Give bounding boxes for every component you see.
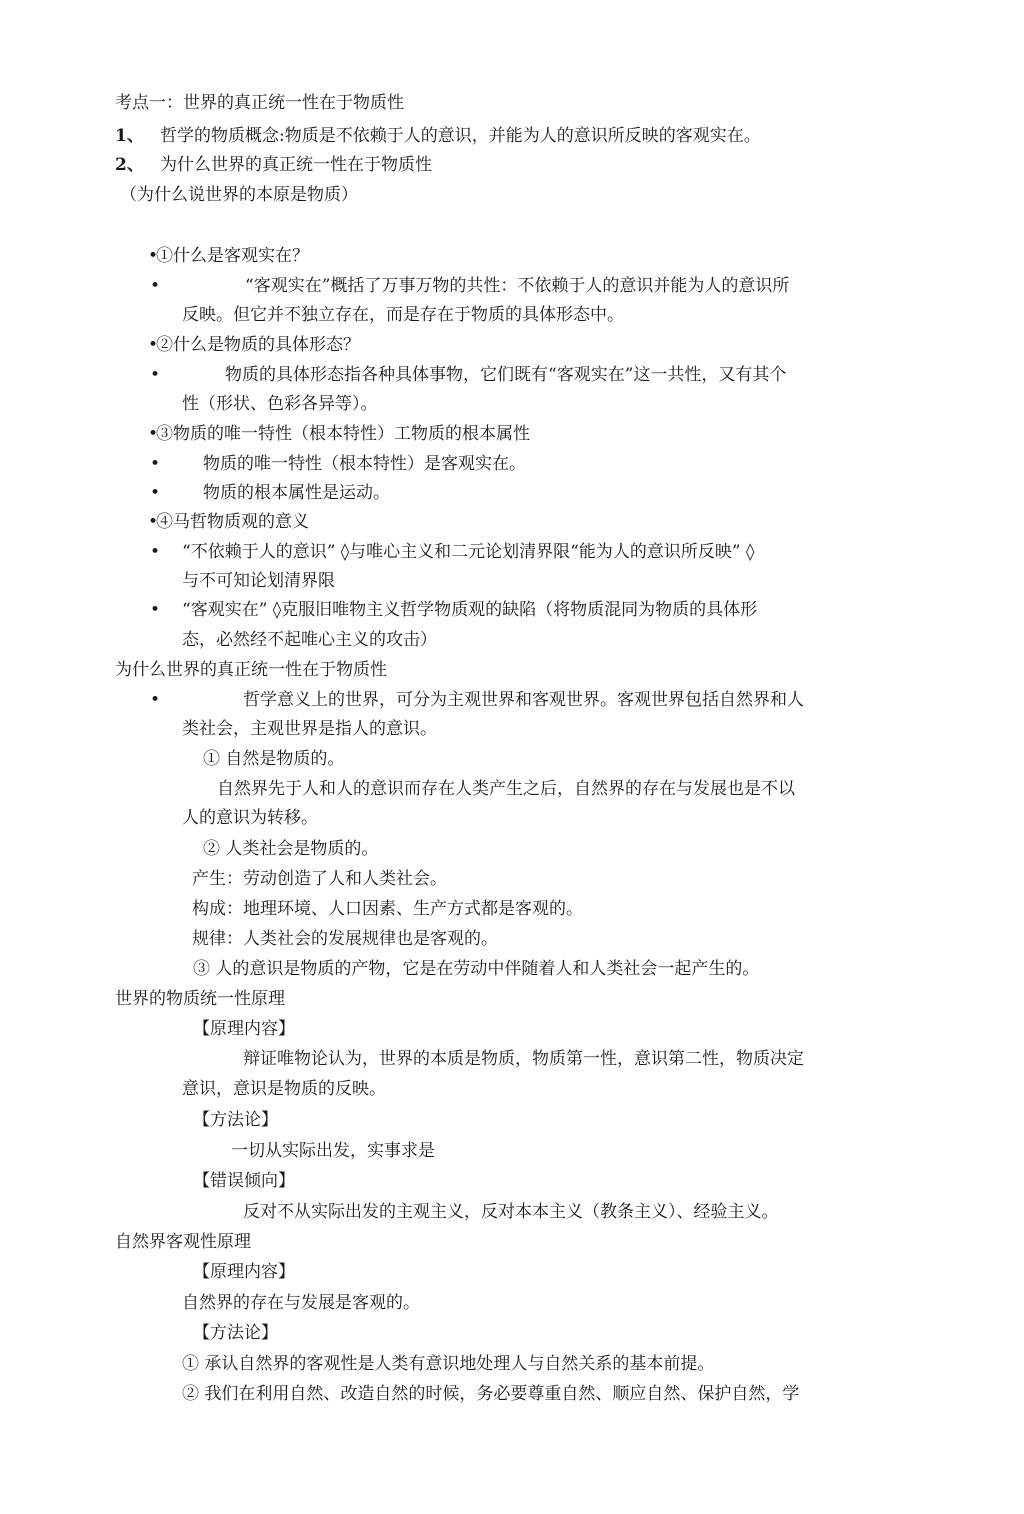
item-number-1: 1、 <box>115 126 144 146</box>
society-composition: 构成：地理环境、人口因素、生产方式都是客观的。 <box>192 899 583 919</box>
question-2: ②什么是物质的具体形态？ <box>156 335 360 355</box>
principle-2-method-1: ① 承认自然界的客观性是人类有意识地处理人与自然关系的基本前提。 <box>182 1354 715 1374</box>
bullet-icon: • <box>150 454 161 474</box>
question-4-answer-1-line-2: 与不可知论划清界限 <box>182 571 335 591</box>
bullet-icon: • <box>148 512 159 532</box>
section-heading-why: 为什么世界的真正统一性在于物质性 <box>115 660 387 680</box>
principle-1-content-line-2: 意识，意识是物质的反映。 <box>182 1079 386 1099</box>
principle-2-content: 自然界的存在与发展是客观的。 <box>182 1293 420 1313</box>
principle-2-method-label: 【方法论】 <box>193 1323 278 1343</box>
principle-1-content-label: 【原理内容】 <box>193 1019 295 1039</box>
why-line-1: 哲学意义上的世界，可分为主观世界和客观世界。客观世界包括自然界和人 <box>243 690 804 710</box>
society-point: ② 人类社会是物质的。 <box>203 839 379 859</box>
bullet-icon: • <box>150 483 161 503</box>
question-3-answer-2: 物质的根本属性是运动。 <box>203 483 390 503</box>
question-1-answer-line-1: “客观实在”概括了万事万物的共性：不依赖于人的意识并能为人的意识所 <box>245 276 790 296</box>
question-4-answer-2-line-1: “客观实在” ◊克服旧唯物主义哲学物质观的缺陷（将物质混同为物质的具体形 <box>182 600 758 620</box>
principle-2-title: 自然界客观性原理 <box>115 1232 251 1252</box>
principle-1-error: 反对不从实际出发的主观主义，反对本本主义（教条主义）、经验主义。 <box>243 1202 779 1222</box>
principle-1-title: 世界的物质统一性原理 <box>115 989 285 1009</box>
principle-1-method-label: 【方法论】 <box>193 1110 278 1130</box>
principle-1-content-line-1: 辩证唯物论认为，世界的本质是物质，物质第一性，意识第二性，物质决定 <box>243 1049 804 1069</box>
society-law: 规律：人类社会的发展规律也是客观的。 <box>192 929 498 949</box>
question-3: ③物质的唯一特性（根本特性）工物质的根本属性 <box>156 424 530 444</box>
bullet-icon: • <box>150 600 161 620</box>
bullet-icon: • <box>150 542 161 562</box>
bullet-icon: • <box>150 276 161 296</box>
bullet-icon: • <box>150 690 161 710</box>
consciousness-point: ③ 人的意识是物质的产物，它是在劳动中伴随着人和人类社会一起产生的。 <box>193 959 760 979</box>
question-1-answer-line-2: 反映。但它并不独立存在，而是存在于物质的具体形态中。 <box>182 305 624 325</box>
nature-point: ① 自然是物质的。 <box>203 749 345 769</box>
question-4: ④马哲物质观的意义 <box>156 512 309 532</box>
why-line-2: 类社会，主观世界是指人的意识。 <box>182 719 437 739</box>
nature-line-2: 人的意识为转移。 <box>182 808 318 828</box>
question-1: ①什么是客观实在？ <box>156 246 309 266</box>
question-4-answer-1-line-1: “不依赖于人的意识” ◊与唯心主义和二元论划清界限“能为人的意识所反映” ◊ <box>182 542 755 562</box>
bullet-icon: • <box>148 246 159 266</box>
subheading: （为什么说世界的本原是物质） <box>120 185 358 205</box>
question-3-answer-1: 物质的唯一特性（根本特性）是客观实在。 <box>203 454 526 474</box>
bullet-icon: • <box>148 424 159 444</box>
society-origin: 产生：劳动创造了人和人类社会。 <box>192 869 447 889</box>
item-text-2: 为什么世界的真正统一性在于物质性 <box>160 155 432 175</box>
principle-1-error-label: 【错误倾向】 <box>193 1171 295 1191</box>
page-heading: 考点一：世界的真正统一性在于物质性 <box>115 93 404 113</box>
item-number-2: 2、 <box>115 155 144 175</box>
question-2-answer-line-2: 性（形状、色彩各异等）。 <box>182 394 378 414</box>
nature-line-1: 自然界先于人和人的意识而存在人类产生之后，自然界的存在与发展也是不以 <box>217 779 795 799</box>
principle-2-method-2: ② 我们在利用自然、改造自然的时候，务必要尊重自然、顺应自然、保护自然，学 <box>182 1384 800 1404</box>
question-4-answer-2-line-2: 态，必然经不起唯心主义的攻击） <box>182 630 437 650</box>
question-2-answer-line-1: 物质的具体形态指各种具体事物，它们既有“客观实在”这一共性，又有其个 <box>225 365 787 385</box>
principle-2-content-label: 【原理内容】 <box>193 1262 295 1282</box>
item-text-1: 哲学的物质概念:物质是不依赖于人的意识，并能为人的意识所反映的客观实在。 <box>160 126 761 146</box>
bullet-icon: • <box>150 365 161 385</box>
bullet-icon: • <box>148 335 159 355</box>
principle-1-method: 一切从实际出发，实事求是 <box>231 1141 435 1161</box>
